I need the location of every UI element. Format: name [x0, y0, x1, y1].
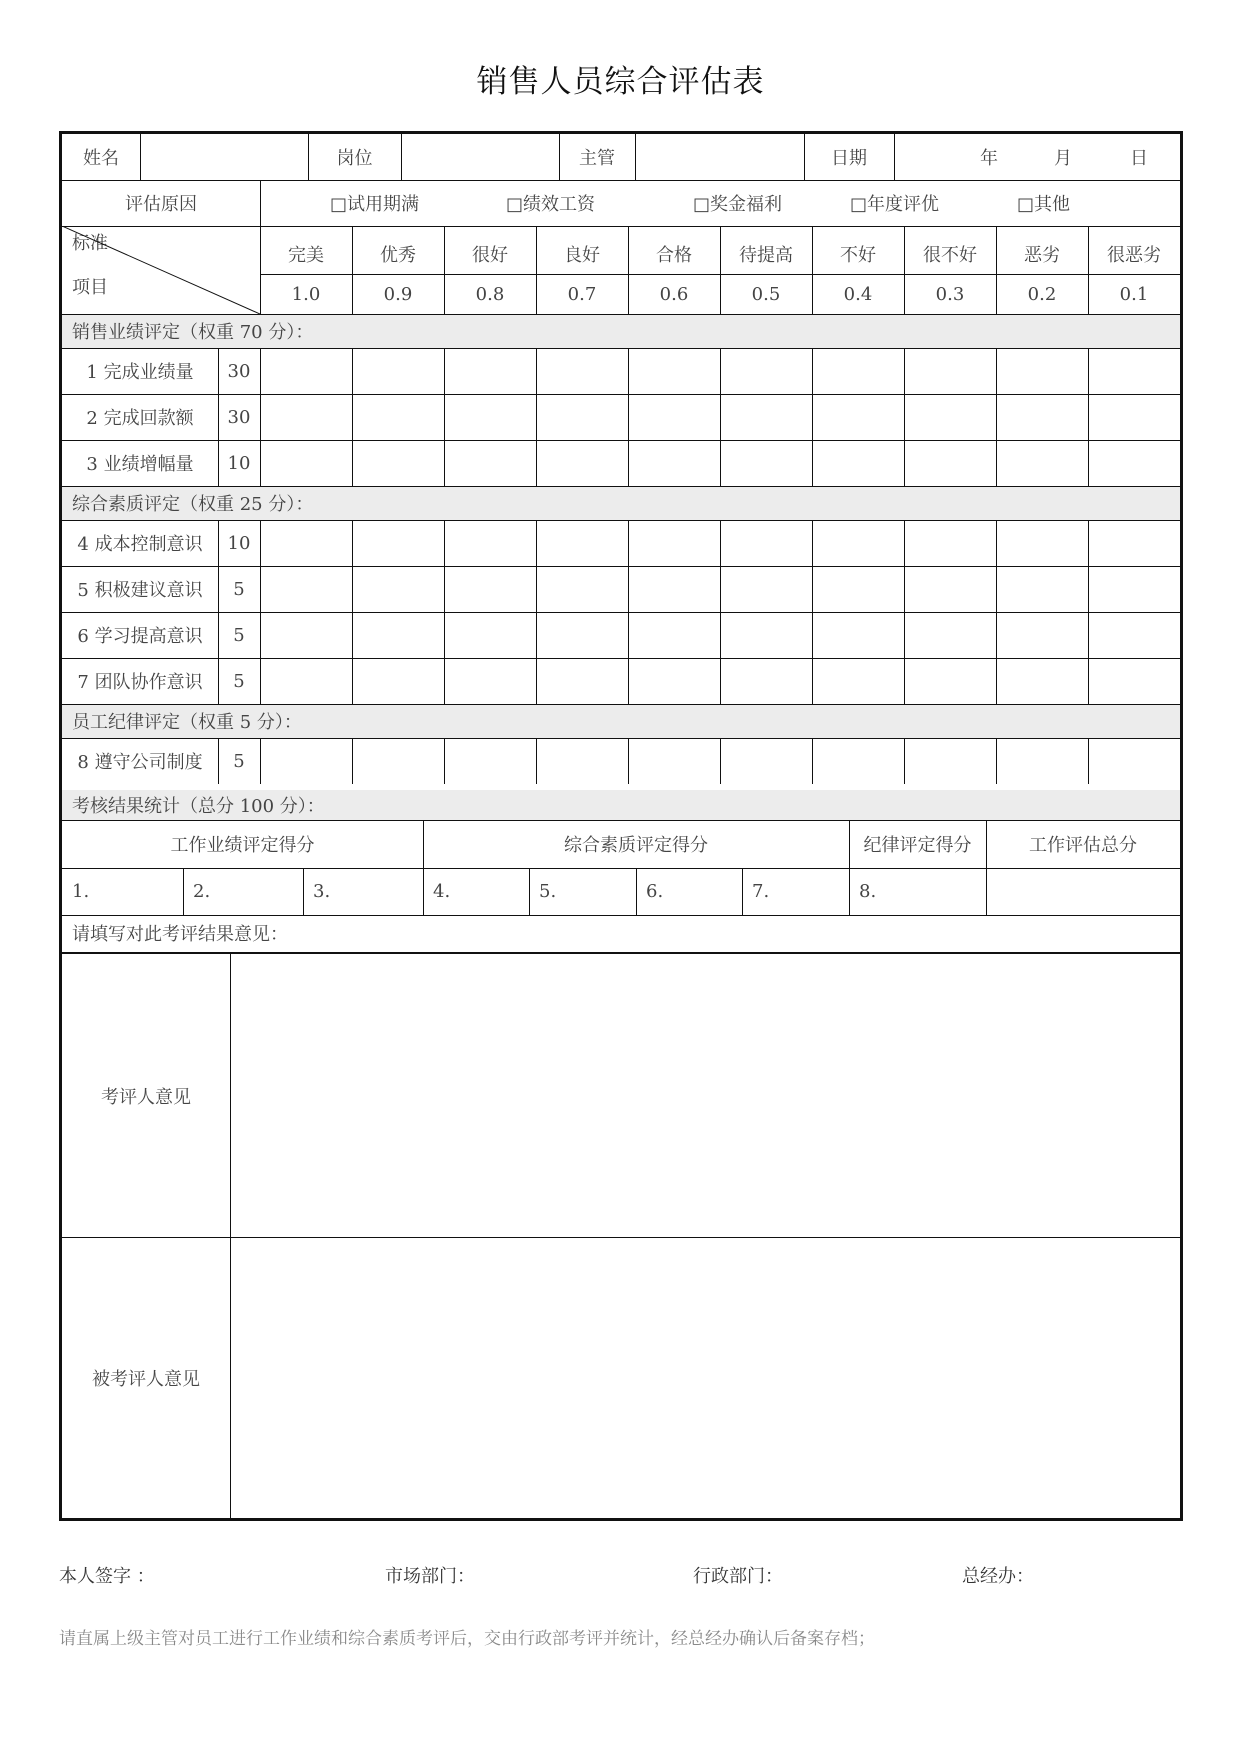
- grid-vline: [218, 738, 219, 784]
- grid-vline: [812, 226, 813, 314]
- grid-vline: [812, 738, 813, 784]
- item-name: 8 遵守公司制度: [77, 752, 203, 773]
- performance-score-label: 工作业绩评定得分: [170, 835, 315, 856]
- score-cell[interactable]: [444, 440, 536, 486]
- score-cell[interactable]: [1088, 738, 1180, 784]
- summary-title: 考核结果统计（总分 100 分）：: [72, 796, 325, 817]
- score-cell[interactable]: [996, 440, 1088, 486]
- grid-hline: [62, 180, 1180, 181]
- reason-option-performance-pay[interactable]: □绩效工资: [506, 194, 596, 215]
- grid-vline: [720, 520, 721, 704]
- score-cell[interactable]: [444, 520, 536, 566]
- score-cell[interactable]: [996, 348, 1088, 394]
- level-label: 很恶劣: [1107, 245, 1161, 266]
- supervisor-label: 主管: [579, 148, 615, 169]
- total-score-label: 工作评估总分: [1029, 835, 1137, 856]
- position-label: 岗位: [336, 148, 373, 169]
- grid-vline: [352, 520, 353, 704]
- score-cell[interactable]: [904, 566, 996, 612]
- score-cell[interactable]: [812, 658, 904, 704]
- grid-vline: [401, 134, 402, 180]
- grid-vline: [444, 738, 445, 784]
- grid-vline: [1088, 738, 1089, 784]
- score-cell[interactable]: [996, 612, 1088, 658]
- score-cell[interactable]: [812, 612, 904, 658]
- grid-vline: [536, 738, 537, 784]
- section-title: 综合素质评定（权重 25 分）：: [72, 494, 314, 515]
- score-cell[interactable]: [720, 520, 812, 566]
- score-cell[interactable]: [260, 658, 352, 704]
- score-cell[interactable]: [260, 440, 352, 486]
- item-name: 2 完成回款额: [86, 408, 194, 429]
- grid-vline: [260, 738, 261, 784]
- grid-vline: [720, 226, 721, 314]
- grid-vline: [742, 868, 743, 915]
- coefficient-label: 0.1: [1119, 283, 1149, 305]
- score-cell[interactable]: [812, 566, 904, 612]
- grid-vline: [986, 820, 987, 915]
- score-cell[interactable]: [628, 394, 720, 440]
- reviewee-opinion-field[interactable]: [230, 1237, 1180, 1518]
- score-cell[interactable]: [1088, 612, 1180, 658]
- item-name: 6 学习提高意识: [77, 626, 203, 647]
- total-score-field[interactable]: [986, 868, 1180, 915]
- score-cell[interactable]: [352, 348, 444, 394]
- grid-hline: [62, 612, 1180, 613]
- grid-hline: [62, 658, 1180, 659]
- grid-vline: [628, 738, 629, 784]
- grid-vline: [230, 954, 231, 1518]
- score-cell[interactable]: [812, 440, 904, 486]
- month-label: 月: [1054, 148, 1072, 169]
- reviewee-opinion-label: 被考评人意见: [92, 1368, 200, 1390]
- grid-vline: [1088, 348, 1089, 486]
- score-cell[interactable]: [812, 394, 904, 440]
- grid-vline: [536, 348, 537, 486]
- score-cell[interactable]: [628, 738, 720, 784]
- score-cell[interactable]: [904, 612, 996, 658]
- score-cell[interactable]: [260, 738, 352, 784]
- score-cell[interactable]: [996, 394, 1088, 440]
- score-cell[interactable]: [352, 520, 444, 566]
- instruction-note: 请直属上级主管对员工进行工作业绩和综合素质考评后，交由行政部考评并统计，经总经办确认后备案存档；: [59, 1629, 875, 1649]
- coefficient-label: 0.4: [843, 283, 873, 305]
- grid-hline: [62, 486, 1180, 487]
- grid-vline: [904, 738, 905, 784]
- score-cell[interactable]: [260, 394, 352, 440]
- grid-vline: [308, 134, 309, 180]
- score-cell[interactable]: [444, 566, 536, 612]
- grid-vline: [804, 134, 805, 180]
- grid-hline: [62, 348, 1180, 349]
- score-cell[interactable]: [536, 738, 628, 784]
- grid-vline: [720, 738, 721, 784]
- level-label: 待提高: [739, 245, 793, 266]
- date-label: 日期: [831, 148, 867, 169]
- grid-hline: [62, 915, 1180, 916]
- gm-office-label: 总经办：: [962, 1566, 1034, 1587]
- score-cell[interactable]: [260, 348, 352, 394]
- item-name: 1 完成业绩量: [86, 362, 194, 383]
- evaluation-form: [59, 131, 1183, 1521]
- score-cell[interactable]: [536, 348, 628, 394]
- grid-vline: [260, 348, 261, 486]
- item-weight: 5: [233, 624, 245, 646]
- score-cell[interactable]: [1088, 394, 1180, 440]
- grid-vline: [444, 520, 445, 704]
- score-cell[interactable]: [352, 738, 444, 784]
- grid-vline: [996, 520, 997, 704]
- form-title: 销售人员综合评估表: [476, 64, 765, 100]
- grid-vline: [996, 738, 997, 784]
- quality-score-label: 综合素质评定得分: [564, 835, 708, 856]
- grid-vline: [1180, 520, 1181, 704]
- grid-hline: [62, 314, 1180, 315]
- grid-vline: [529, 868, 530, 915]
- item-weight: 10: [227, 452, 251, 474]
- score-cell[interactable]: [536, 658, 628, 704]
- score-cell[interactable]: [996, 738, 1088, 784]
- grid-vline: [894, 134, 895, 180]
- score-cell[interactable]: [1088, 440, 1180, 486]
- grid-vline: [423, 820, 424, 915]
- score-cell[interactable]: [812, 738, 904, 784]
- score-cell[interactable]: [260, 520, 352, 566]
- grid-vline: [218, 440, 219, 486]
- score-cell[interactable]: [260, 612, 352, 658]
- position-field[interactable]: [401, 134, 559, 180]
- level-label: 良好: [564, 245, 600, 266]
- item-weight: 5: [233, 578, 245, 600]
- grid-vline: [628, 348, 629, 486]
- score-cell[interactable]: [904, 394, 996, 440]
- section-title: 销售业绩评定（权重 70 分）：: [72, 322, 314, 343]
- grid-vline: [218, 566, 219, 612]
- score-cell[interactable]: [904, 520, 996, 566]
- grid-vline: [1180, 226, 1181, 314]
- item-weight: 30: [227, 360, 251, 382]
- grid-vline: [260, 180, 261, 314]
- score-cell[interactable]: [444, 658, 536, 704]
- year-label: 年: [980, 148, 998, 169]
- supervisor-field[interactable]: [635, 134, 804, 180]
- score-cell[interactable]: [628, 440, 720, 486]
- item-name: 7 团队协作意识: [77, 672, 203, 693]
- grid-vline: [720, 348, 721, 486]
- level-label: 完美: [288, 245, 324, 266]
- summary-slot[interactable]: 6.: [646, 881, 664, 902]
- grid-vline: [1180, 738, 1181, 784]
- coefficient-label: 0.6: [659, 283, 689, 305]
- coefficient-label: 0.3: [935, 283, 965, 305]
- grid-vline: [636, 868, 637, 915]
- score-cell[interactable]: [444, 738, 536, 784]
- score-cell[interactable]: [628, 348, 720, 394]
- score-cell[interactable]: [536, 566, 628, 612]
- score-cell[interactable]: [720, 348, 812, 394]
- score-cell[interactable]: [352, 440, 444, 486]
- item-name: 3 业绩增幅量: [86, 454, 194, 475]
- grid-hline: [62, 820, 1180, 821]
- grid-vline: [996, 348, 997, 486]
- reason-label: 评估原因: [125, 194, 197, 215]
- grid-vline: [183, 868, 184, 915]
- summary-slot[interactable]: 3.: [313, 881, 331, 902]
- level-label: 恶劣: [1024, 245, 1060, 266]
- summary-slot[interactable]: 2.: [193, 881, 211, 902]
- grid-vline: [1180, 348, 1181, 486]
- standard-label: 标准: [72, 233, 108, 254]
- score-cell[interactable]: [352, 658, 444, 704]
- grid-vline: [260, 520, 261, 704]
- item-weight: 5: [233, 670, 245, 692]
- summary-slot[interactable]: 8.: [859, 881, 877, 902]
- coefficient-label: 0.8: [475, 283, 505, 305]
- grid-vline: [996, 226, 997, 314]
- score-cell[interactable]: [996, 520, 1088, 566]
- opinion-prompt: 请填写对此考评结果意见：: [72, 924, 288, 945]
- grid-hline: [62, 520, 1180, 521]
- score-cell[interactable]: [1088, 348, 1180, 394]
- score-cell[interactable]: [720, 738, 812, 784]
- score-cell[interactable]: [628, 520, 720, 566]
- score-cell[interactable]: [536, 440, 628, 486]
- score-cell[interactable]: [352, 566, 444, 612]
- reason-option-bonus[interactable]: □奖金福利: [693, 194, 783, 215]
- grid-vline: [218, 658, 219, 704]
- grid-vline: [904, 226, 905, 314]
- score-cell[interactable]: [720, 394, 812, 440]
- reason-option-annual[interactable]: □年度评优: [850, 194, 940, 215]
- grid-vline: [1088, 226, 1089, 314]
- admin-dept-label: 行政部门：: [693, 1566, 783, 1587]
- score-cell[interactable]: [904, 440, 996, 486]
- coefficient-label: 0.9: [383, 283, 413, 305]
- reason-option-probation[interactable]: □试用期满: [330, 194, 420, 215]
- score-cell[interactable]: [352, 612, 444, 658]
- summary-slot[interactable]: 7.: [752, 881, 770, 902]
- self-signature-label: 本人签字 ：: [59, 1566, 155, 1587]
- score-cell[interactable]: [720, 566, 812, 612]
- score-cell[interactable]: [628, 612, 720, 658]
- grid-vline: [635, 134, 636, 180]
- name-field[interactable]: [140, 134, 308, 180]
- marketing-dept-label: 市场部门：: [385, 1566, 475, 1587]
- level-label: 优秀: [380, 245, 416, 266]
- grid-hline: [62, 226, 1180, 227]
- score-cell[interactable]: [536, 520, 628, 566]
- score-cell[interactable]: [444, 612, 536, 658]
- score-cell[interactable]: [628, 566, 720, 612]
- grid-vline: [303, 868, 304, 915]
- item-name: 4 成本控制意识: [77, 534, 203, 555]
- coefficient-label: 0.5: [751, 283, 781, 305]
- coefficient-label: 0.2: [1027, 283, 1057, 305]
- score-cell[interactable]: [720, 658, 812, 704]
- item-name: 5 积极建议意识: [77, 580, 203, 601]
- score-cell[interactable]: [260, 566, 352, 612]
- grid-vline: [218, 612, 219, 658]
- grid-vline: [1088, 520, 1089, 704]
- grid-hline: [62, 394, 1180, 395]
- grid-vline: [140, 134, 141, 180]
- grid-vline: [812, 520, 813, 704]
- grid-vline: [218, 394, 219, 440]
- section-title: 员工纪律评定（权重 5 分）：: [72, 712, 302, 733]
- summary-slot[interactable]: 5.: [539, 881, 557, 902]
- item-label: 项目: [72, 277, 108, 298]
- grid-vline: [352, 226, 353, 314]
- name-label: 姓名: [83, 148, 119, 169]
- score-cell[interactable]: [536, 394, 628, 440]
- score-cell[interactable]: [812, 520, 904, 566]
- score-cell[interactable]: [996, 566, 1088, 612]
- diagonal-divider: [62, 226, 260, 314]
- grid-vline: [904, 348, 905, 486]
- grid-hline: [62, 566, 1180, 567]
- reviewer-opinion-field[interactable]: [230, 954, 1180, 1237]
- grid-vline: [559, 134, 560, 180]
- grid-vline: [849, 820, 850, 915]
- score-cell[interactable]: [904, 658, 996, 704]
- grid-hline: [62, 868, 1180, 869]
- coefficient-label: 1.0: [291, 283, 321, 305]
- score-cell[interactable]: [1088, 658, 1180, 704]
- grid-vline: [352, 738, 353, 784]
- score-cell[interactable]: [720, 612, 812, 658]
- day-label: 日: [1130, 148, 1148, 169]
- grid-vline: [536, 520, 537, 704]
- score-cell[interactable]: [628, 658, 720, 704]
- summary-slot[interactable]: 4.: [433, 881, 451, 902]
- score-cell[interactable]: [444, 348, 536, 394]
- score-cell[interactable]: [1088, 520, 1180, 566]
- discipline-score-label: 纪律评定得分: [863, 835, 972, 856]
- level-label: 很不好: [923, 245, 977, 266]
- reviewer-opinion-label: 考评人意见: [101, 1086, 191, 1108]
- grid-vline: [218, 348, 219, 394]
- score-cell[interactable]: [904, 738, 996, 784]
- level-label: 不好: [840, 245, 876, 266]
- score-cell[interactable]: [444, 394, 536, 440]
- grid-vline: [628, 520, 629, 704]
- item-weight: 30: [227, 406, 251, 428]
- score-cell[interactable]: [812, 348, 904, 394]
- reason-option-other[interactable]: □其他: [1017, 194, 1071, 215]
- grid-hline: [62, 440, 1180, 441]
- level-label: 很好: [472, 245, 508, 266]
- score-cell[interactable]: [904, 348, 996, 394]
- grid-vline: [444, 226, 445, 314]
- grid-vline: [352, 348, 353, 486]
- item-weight: 10: [227, 532, 251, 554]
- grid-vline: [218, 520, 219, 566]
- score-cell[interactable]: [352, 394, 444, 440]
- grid-vline: [628, 226, 629, 314]
- score-cell[interactable]: [720, 440, 812, 486]
- summary-slot[interactable]: 1.: [72, 881, 90, 902]
- grid-hline: [62, 738, 1180, 739]
- grid-hline: [62, 704, 1180, 705]
- item-weight: 5: [233, 750, 245, 772]
- grid-vline: [444, 348, 445, 486]
- score-cell[interactable]: [1088, 566, 1180, 612]
- date-field[interactable]: [894, 134, 1180, 180]
- coefficient-label: 0.7: [567, 283, 597, 305]
- grid-vline: [812, 348, 813, 486]
- level-label: 合格: [656, 245, 692, 266]
- score-cell[interactable]: [996, 658, 1088, 704]
- score-cell[interactable]: [536, 612, 628, 658]
- grid-vline: [536, 226, 537, 314]
- grid-vline: [904, 520, 905, 704]
